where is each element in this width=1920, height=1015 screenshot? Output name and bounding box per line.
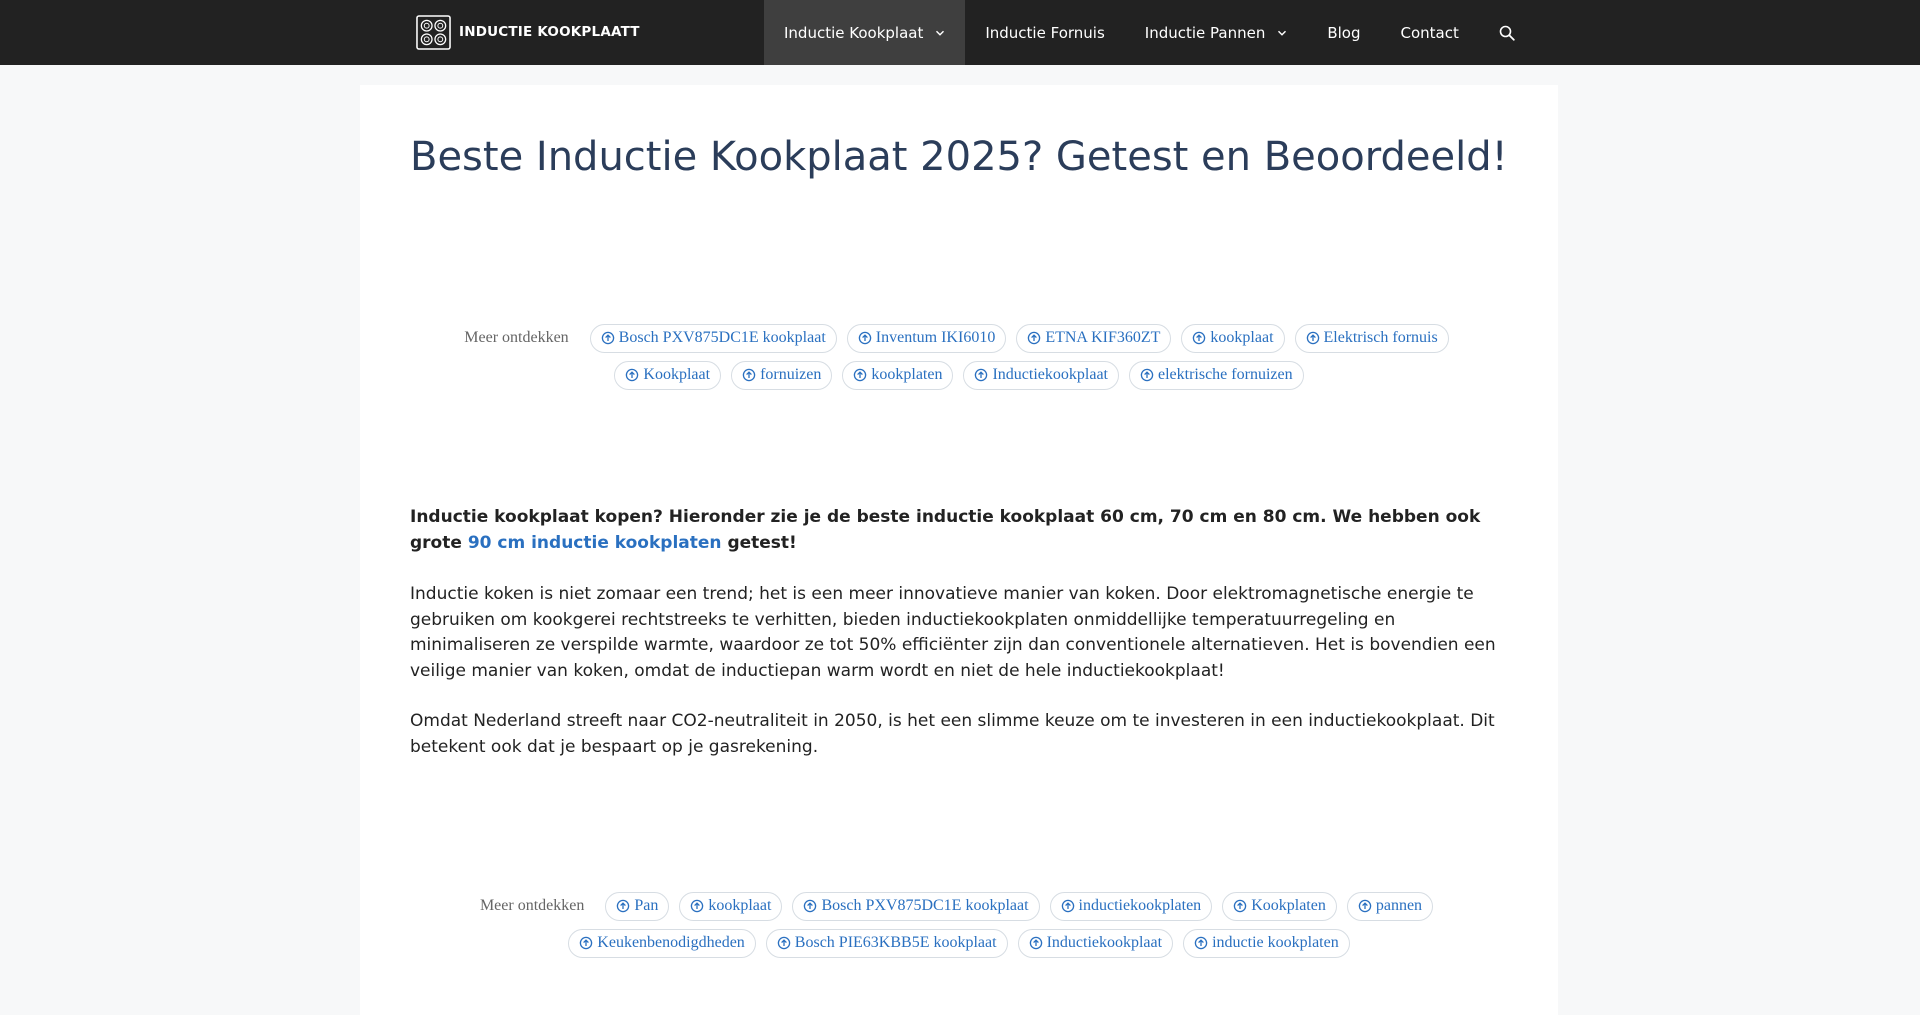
circle-arrow-up-icon xyxy=(616,899,630,913)
discover-chip-label: Bosch PIE63KBB5E kookplaat xyxy=(794,934,997,951)
discover-chip[interactable] xyxy=(963,361,1119,390)
discover-chip[interactable] xyxy=(1016,324,1171,353)
nav-item-inductie-pannen[interactable] xyxy=(1125,0,1308,65)
discover-row xyxy=(464,323,1453,353)
discover-chip-label: Kookplaat xyxy=(643,366,711,383)
circle-arrow-up-icon xyxy=(1306,331,1320,345)
discover-chip[interactable] xyxy=(1347,892,1433,921)
discover-chip[interactable] xyxy=(766,929,1008,958)
discover-chip[interactable] xyxy=(679,892,782,921)
discover-chip[interactable] xyxy=(614,361,721,390)
discover-chip-label: Inventum IKI6010 xyxy=(875,329,996,346)
site-header xyxy=(0,0,1920,65)
discover-chip[interactable] xyxy=(1222,892,1337,921)
intro-paragraph xyxy=(410,505,1508,556)
discover-chip-label: ETNA KIF360ZT xyxy=(1045,329,1161,346)
discover-chip-label: kookplaat xyxy=(708,897,772,914)
nav-item-label: Inductie Pannen xyxy=(1144,23,1266,42)
nav-item-inductie-kookplaat[interactable] xyxy=(764,0,965,65)
chevron-down-icon xyxy=(935,28,945,38)
circle-arrow-up-icon xyxy=(625,368,639,382)
search-button[interactable] xyxy=(1479,0,1535,65)
discover-row xyxy=(609,360,1308,390)
nav-item-inductie-fornuis[interactable] xyxy=(965,0,1124,65)
discover-chip-label: Pan xyxy=(634,897,659,914)
chevron-down-icon xyxy=(1277,28,1287,38)
circle-arrow-up-icon xyxy=(1233,899,1247,913)
discover-chip[interactable] xyxy=(605,892,669,921)
intro-link-90cm[interactable]: 90 cm inductie kookplaten xyxy=(467,532,722,553)
stove-burners-icon xyxy=(416,15,451,50)
discover-chip-label: kookplaten xyxy=(871,366,943,383)
discover-chip[interactable] xyxy=(731,361,832,390)
circle-arrow-up-icon xyxy=(1061,899,1075,913)
circle-arrow-up-icon xyxy=(777,936,791,950)
circle-arrow-up-icon xyxy=(974,368,988,382)
circle-arrow-up-icon xyxy=(1192,331,1206,345)
discover-chip[interactable] xyxy=(847,324,1007,353)
nav-item-blog[interactable] xyxy=(1307,0,1380,65)
discover-chip-label: Inductiekookplaat xyxy=(992,366,1108,383)
circle-arrow-up-icon xyxy=(1027,331,1041,345)
intro-strong-text: Inductie kookplaat kopen? Hieronder zie je de beste inductie kookplaat 60 cm, 70 cm en 80 cm. We hebben ook grote xyxy=(410,507,1481,553)
discover-more-top xyxy=(360,323,1558,397)
discover-chip[interactable] xyxy=(842,361,953,390)
nav-item-label: Inductie Kookplaat xyxy=(784,23,924,42)
discover-chip[interactable] xyxy=(1183,929,1350,958)
discover-label: Meer ontdekken xyxy=(479,897,585,914)
nav-item-label: Contact xyxy=(1400,23,1459,42)
intro-strong-text-end: getest! xyxy=(721,532,797,553)
discover-chip[interactable] xyxy=(1129,361,1304,390)
circle-arrow-up-icon xyxy=(742,368,756,382)
circle-arrow-up-icon xyxy=(1358,899,1372,913)
discover-chip-label: inductie kookplaten xyxy=(1212,934,1339,951)
nav-item-label: Inductie Fornuis xyxy=(985,23,1105,42)
circle-arrow-up-icon xyxy=(853,368,867,382)
nav-item-contact[interactable] xyxy=(1381,0,1479,65)
circle-arrow-up-icon xyxy=(690,899,704,913)
circle-arrow-up-icon xyxy=(601,331,615,345)
circle-arrow-up-icon xyxy=(1194,936,1208,950)
discover-chip-label: Bosch PXV875DC1E kookplaat xyxy=(821,897,1029,914)
discover-chip[interactable] xyxy=(1181,324,1284,353)
discover-chip[interactable] xyxy=(1018,929,1174,958)
circle-arrow-up-icon xyxy=(803,899,817,913)
search-icon xyxy=(1499,25,1515,41)
discover-chip-label: fornuizen xyxy=(760,366,822,383)
body-paragraph: Omdat Nederland streeft naar CO2-neutraliteit in 2050, is het een slimme keuze om te investeren in een inductiekookplaat. Dit betekent ook dat je bespaart op je gasrekening. xyxy=(410,711,1495,757)
page-title: Beste Inductie Kookplaat 2025? Getest en Beoordeeld! xyxy=(410,134,1508,180)
main-navigation xyxy=(764,0,1535,65)
discover-chip-label: Keukenbenodigdheden xyxy=(597,934,745,951)
nav-item-label: Blog xyxy=(1327,23,1361,42)
discover-chip-label: Elektrisch fornuis xyxy=(1323,329,1438,346)
discover-chip[interactable] xyxy=(590,324,837,353)
discover-more-bottom xyxy=(360,891,1558,965)
discover-chip-label: inductiekookplaten xyxy=(1078,897,1202,914)
discover-chip-label: Bosch PXV875DC1E kookplaat xyxy=(618,329,826,346)
body-paragraph: Inductie koken is niet zomaar een trend; het is een meer innovatieve manier van koken. Door elektromagnetische energie te gebruiken om kookgerei rechtstreeks te verhitten, bieden inductiekookplaten onmiddellijke temperatuurregeling en minimaliseren ze verspilde warmte, waardoor ze tot 50% efficiënter zijn dan conventionele alternatieven. Het is bovendien een veilige manier van koken, omdat de inductiepan warm wordt en niet de hele inductiekookplaat! xyxy=(410,584,1496,681)
circle-arrow-up-icon xyxy=(1029,936,1043,950)
discover-chip-label: elektrische fornuizen xyxy=(1157,366,1293,383)
circle-arrow-up-icon xyxy=(579,936,593,950)
discover-chip-label: Inductiekookplaat xyxy=(1046,934,1163,951)
discover-row xyxy=(480,891,1438,921)
discover-chip[interactable] xyxy=(1295,324,1449,353)
discover-chip[interactable] xyxy=(568,929,756,958)
discover-chip-label: Kookplaten xyxy=(1251,897,1326,914)
discover-label: Meer ontdekken xyxy=(464,329,569,346)
circle-arrow-up-icon xyxy=(858,331,872,345)
discover-chip[interactable] xyxy=(792,892,1039,921)
site-brand-name: INDUCTIE KOOKPLAATT xyxy=(459,24,640,40)
content-card xyxy=(360,85,1558,1015)
discover-chip-label: pannen xyxy=(1375,897,1423,914)
discover-chip[interactable] xyxy=(1050,892,1213,921)
circle-arrow-up-icon xyxy=(1140,368,1154,382)
discover-chip-label: kookplaat xyxy=(1210,329,1274,346)
site-brand-link[interactable] xyxy=(416,14,640,50)
discover-row xyxy=(563,928,1354,958)
